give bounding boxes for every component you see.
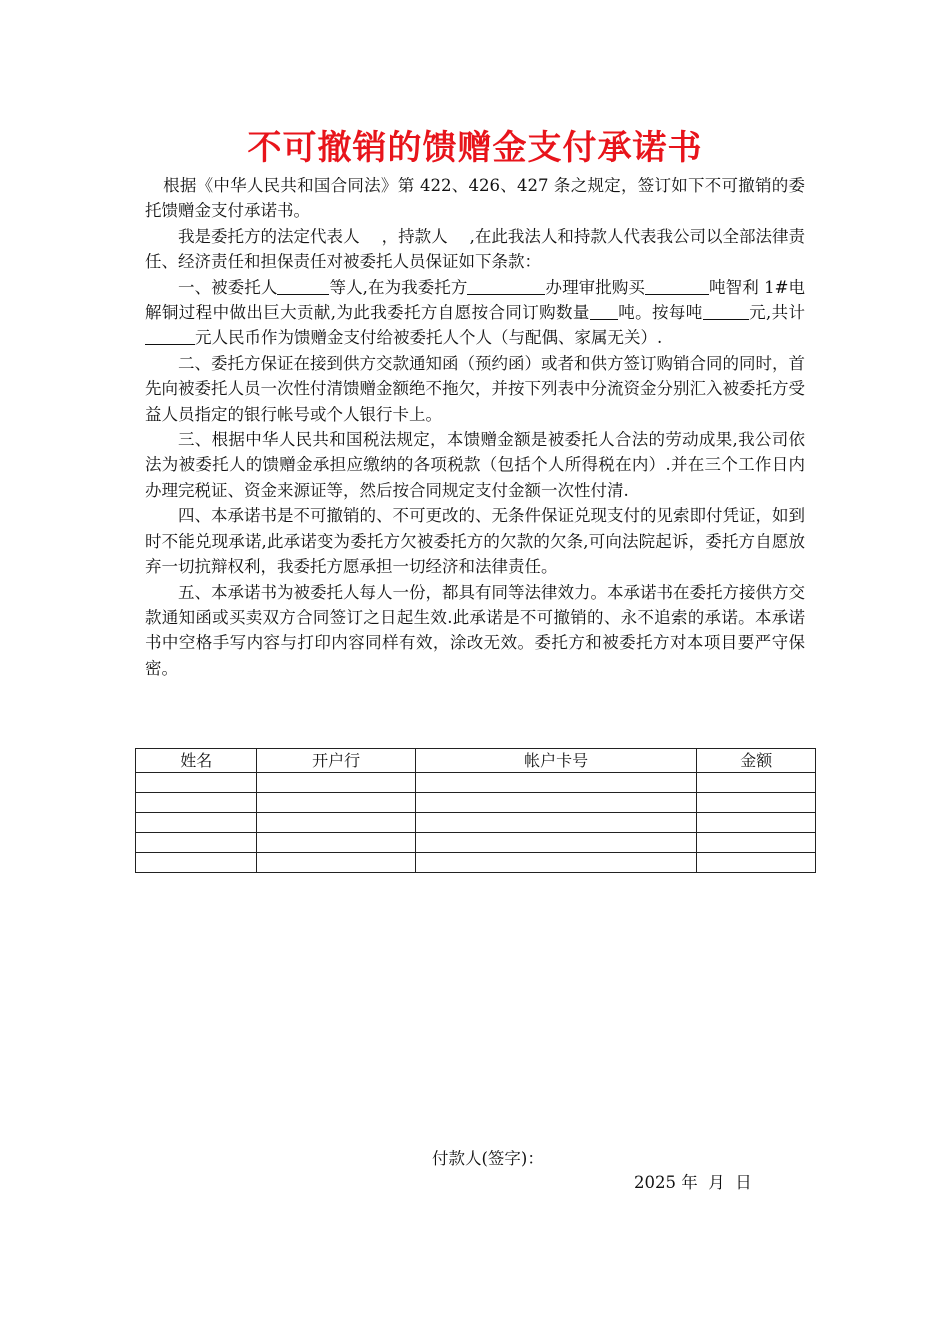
table-row bbox=[136, 773, 816, 793]
text-fragment: 办理审批购买 bbox=[545, 277, 645, 297]
table-cell bbox=[257, 773, 415, 793]
table-cell bbox=[697, 793, 816, 813]
paragraph-clause-4: 四、本承诺书是不可撤销的、不可更改的、无条件保证兑现支付的见索即付凭证，如到时不能兑现承诺,此承诺变为委托方欠被委托方的欠款的欠条,可向法院起诉，委托方自愿放弃一切抗辩权利，我委托方愿承担一切经济和法律责任。 bbox=[145, 506, 805, 577]
text-fragment: 等人,在为我委托方 bbox=[329, 277, 468, 297]
table-cell bbox=[697, 773, 816, 793]
table-cell bbox=[257, 793, 415, 813]
signature-label: 付款人(签字)： bbox=[432, 1149, 544, 1168]
table-header-row bbox=[136, 749, 816, 773]
text-fragment: 吨。按每吨 bbox=[617, 303, 703, 323]
table-cell bbox=[257, 813, 415, 833]
blank-line bbox=[467, 277, 545, 295]
paragraph-representative bbox=[145, 224, 805, 275]
table-cell bbox=[415, 813, 697, 833]
table-cell bbox=[136, 773, 257, 793]
header-name: 姓名 bbox=[136, 749, 257, 773]
paragraph-intro: 根据《中华人民共和国合同法》第 422、426、427 条之规定，签订如下不可撤销的委托馈赠金支付承诺书。 bbox=[145, 176, 805, 221]
table-cell bbox=[257, 853, 415, 873]
table-cell bbox=[697, 853, 816, 873]
table-row bbox=[136, 813, 816, 833]
blank-line bbox=[277, 277, 329, 295]
document-body bbox=[145, 173, 805, 681]
header-bank: 开户行 bbox=[257, 749, 415, 773]
header-amount: 金额 bbox=[697, 749, 816, 773]
paragraph-clause-1 bbox=[145, 275, 805, 351]
table-cell bbox=[697, 833, 816, 853]
text-fragment: ，持款人 bbox=[381, 226, 448, 246]
blank-line bbox=[145, 328, 195, 346]
paragraph-clause-2: 二、委托方保证在接到供方交款通知函（预约函）或者和供方签订购销合同的同时，首先向被委托人员一次性付清馈赠金额绝不拖欠，并按下列表中分流资金分别汇入被委托方受益人员指定的银行帐号或个人银行卡上。 bbox=[145, 353, 805, 424]
text-fragment: 一、被委托人 bbox=[178, 277, 278, 297]
table-cell bbox=[136, 793, 257, 813]
table-row bbox=[136, 793, 816, 813]
date-line: 2025 年 月 日 bbox=[634, 1173, 752, 1192]
table-row bbox=[136, 853, 816, 873]
table-cell bbox=[415, 793, 697, 813]
table-cell bbox=[415, 773, 697, 793]
table-row bbox=[136, 833, 816, 853]
table-cell bbox=[415, 833, 697, 853]
text-fragment: 元,共计 bbox=[748, 303, 805, 323]
text-fragment: 我是委托方的法定代表人 bbox=[178, 226, 360, 246]
table-cell bbox=[697, 813, 816, 833]
document-title: 不可撤销的馈赠金支付承诺书 bbox=[247, 128, 703, 168]
paragraph-clause-5: 五、本承诺书为被委托人每人一份，都具有同等法律效力。本承诺书在委托方接供方交款通知函或买卖双方合同签订之日起生效.此承诺是不可撤销的、永不追索的承诺。本承诺书中空格手写内容与打印内容同样有效，涂改无效。委托方和被委托方对本项目要严守保密。 bbox=[145, 582, 805, 678]
table-cell bbox=[257, 833, 415, 853]
table-cell bbox=[415, 853, 697, 873]
header-account-number: 帐户卡号 bbox=[415, 749, 697, 773]
table-cell bbox=[136, 833, 257, 853]
blank-line bbox=[590, 303, 618, 321]
blank-line bbox=[645, 277, 709, 295]
account-table bbox=[135, 748, 816, 873]
paragraph-clause-3: 三、根据中华人民共和国税法规定，本馈赠金额是被委托人合法的劳动成果,我公司依法为被委托人的馈赠金承担应缴纳的各项税款（包括个人所得税在内）.并在三个工作日内办理完税证、资金来源证等，然后按合同规定支付金额一次性付清. bbox=[145, 430, 805, 500]
text-fragment: ,在此我法人和持款人代表我公司以全部法律责任、经济责任和担保责任对被委托人员保证如下条款： bbox=[145, 226, 806, 272]
text-fragment: 元人民币作为馈赠金支付给被委托人个人（与配偶、家属无关）. bbox=[195, 328, 663, 348]
blank-line bbox=[703, 303, 749, 321]
table-cell bbox=[136, 853, 257, 873]
table-cell bbox=[136, 813, 257, 833]
text-fragment: 吨智利 1#电解铜过程中做出巨大贡献,为此我委托方自愿按合同订购数量 bbox=[145, 277, 806, 323]
